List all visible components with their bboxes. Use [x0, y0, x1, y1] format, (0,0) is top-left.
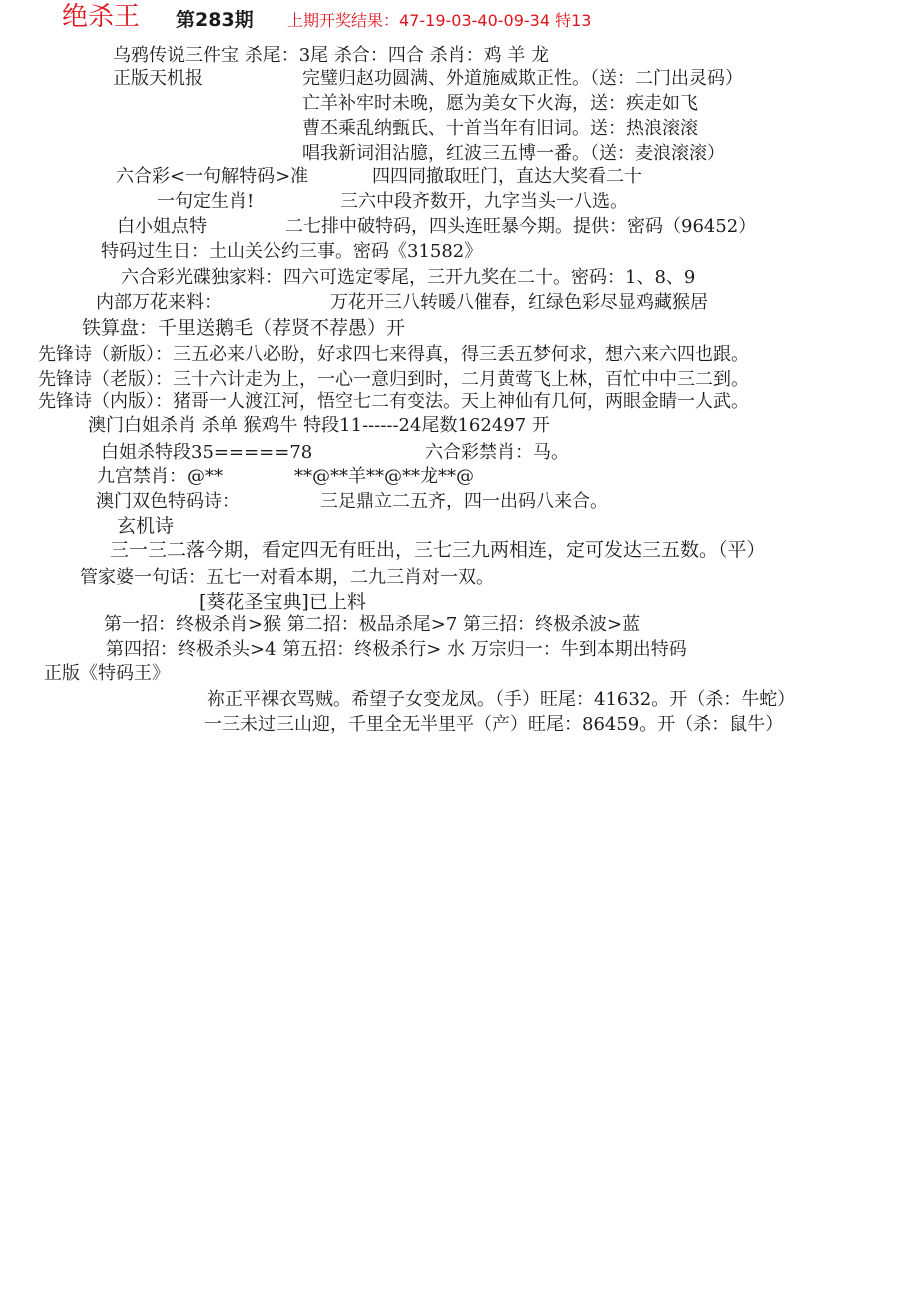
- line-zodiac-label: 一句定生肖!: [157, 191, 255, 212]
- line-kuihua-title: [葵花圣宝典]已上料: [199, 591, 366, 613]
- line-banned-zodiac: 六合彩禁肖：马。: [425, 442, 569, 463]
- line-tianjibao-3: 曹丕乘乱纳甄氏、十首当年有旧词。送：热浪滚滚: [302, 118, 698, 139]
- line-macau-color-text: 三足鼎立二五齐，四一出码八来合。: [320, 491, 608, 512]
- line-birthday: 特码过生日：土山关公约三事。密码《31582》: [101, 241, 483, 262]
- line-jiugong-label: 九宫禁肖：@**: [97, 466, 223, 487]
- line-tianjibao-label: 正版天机报: [113, 68, 203, 89]
- line-poem-old: 先锋诗（老版）：三十六计走为上，一心一意归到时，二月黄莺飞上林，百忙中中三二到。: [38, 369, 749, 390]
- line-liuhe-text: 四四同撤取旺门，直达大奖看二十: [372, 166, 642, 187]
- line-segment-kill: 白姐杀特段35=====78: [101, 442, 313, 463]
- line-poem-new: 先锋诗（新版）：三五必来八必盼，好求四七来得真，得三丢五梦何求，想六来六四也跟。: [38, 344, 749, 365]
- line-tianjibao-2: 亡羊补牢时未晚，愿为美女下火海，送：疾走如飞: [302, 93, 698, 114]
- line-tema-wang-1: 祢正平裸衣骂贼。希望子女变龙凤。（手）旺尾：41632。开（杀：牛蛇）: [207, 689, 796, 710]
- line-poem-inner: 先锋诗（内版）：猪哥一人渡江河，悟空七二有变法。天上神仙有几何，两眼金睛一人武。: [38, 391, 749, 412]
- line-jiugong-text: **@**羊**@**龙**@: [294, 466, 474, 487]
- line-tema-wang-title: 正版《特码王》: [44, 663, 170, 684]
- line-kuihua-moves-1: 第一招：终极杀肖>猴 第二招：极品杀尾>7 第三招：终极杀波>蓝: [104, 614, 641, 635]
- line-tema-wang-2: 一三未过三山迎，千里全无半里平（产）旺尾：86459。开（杀：鼠牛）: [204, 714, 784, 735]
- line-liuhe-label: 六合彩<一句解特码>准: [116, 166, 309, 187]
- line-zodiac-text: 三六中段齐数开，九字当头一八选。: [340, 191, 628, 212]
- line-wanhua-label: 内部万花来料：: [96, 292, 222, 313]
- line-macau-color-label: 澳门双色特码诗：: [96, 491, 240, 512]
- line-xuanji-poem: 三一三二落今期，看定四无有旺出，三七三九两相连，定可发达三五数。（平）: [110, 539, 766, 561]
- page-title: 绝杀王: [62, 2, 141, 32]
- line-wanhua-text: 万花开三八转暖八催春，红绿色彩尽显鸡藏猴居: [330, 292, 708, 313]
- line-xuanji-title: 玄机诗: [117, 515, 175, 537]
- line-crow-legend: 乌鸦传说三件宝 杀尾：3尾 杀合：四合 杀肖：鸡 羊 龙: [113, 45, 550, 66]
- line-baixiaojie-label: 白小姐点特: [117, 216, 207, 237]
- line-macau-baijie: 澳门白姐杀肖 杀单 猴鸡牛 特段11------24尾数162497 开: [88, 415, 550, 436]
- line-tianjibao-4: 唱我新词泪沾臆，红波三五博一番。（送：麦浪滚滚）: [302, 143, 725, 164]
- line-housekeeper: 管家婆一句话：五七一对看本期，二九三肖对一双。: [80, 567, 494, 588]
- line-abacus: 铁算盘：千里送鹅毛（荐贤不荐愚）开: [82, 317, 406, 339]
- issue-number: 第283期: [176, 9, 254, 31]
- line-baixiaojie-text: 二七排中破特码，四头连旺暴今期。提供：密码（96452）: [285, 216, 757, 237]
- line-tianjibao-1: 完璧归赵功圆满、外道施威欺正性。（送：二门出灵码）: [302, 68, 743, 89]
- last-draw-result: 上期开奖结果：47-19-03-40-09-34 特13: [287, 11, 592, 30]
- line-kuihua-moves-2: 第四招：终极杀头>4 第五招：终极杀行> 水 万宗归一：牛到本期出特码: [106, 639, 687, 660]
- line-disc: 六合彩光碟独家料：四六可选定零尾，三开九奖在二十。密码：1、8、9: [121, 267, 696, 288]
